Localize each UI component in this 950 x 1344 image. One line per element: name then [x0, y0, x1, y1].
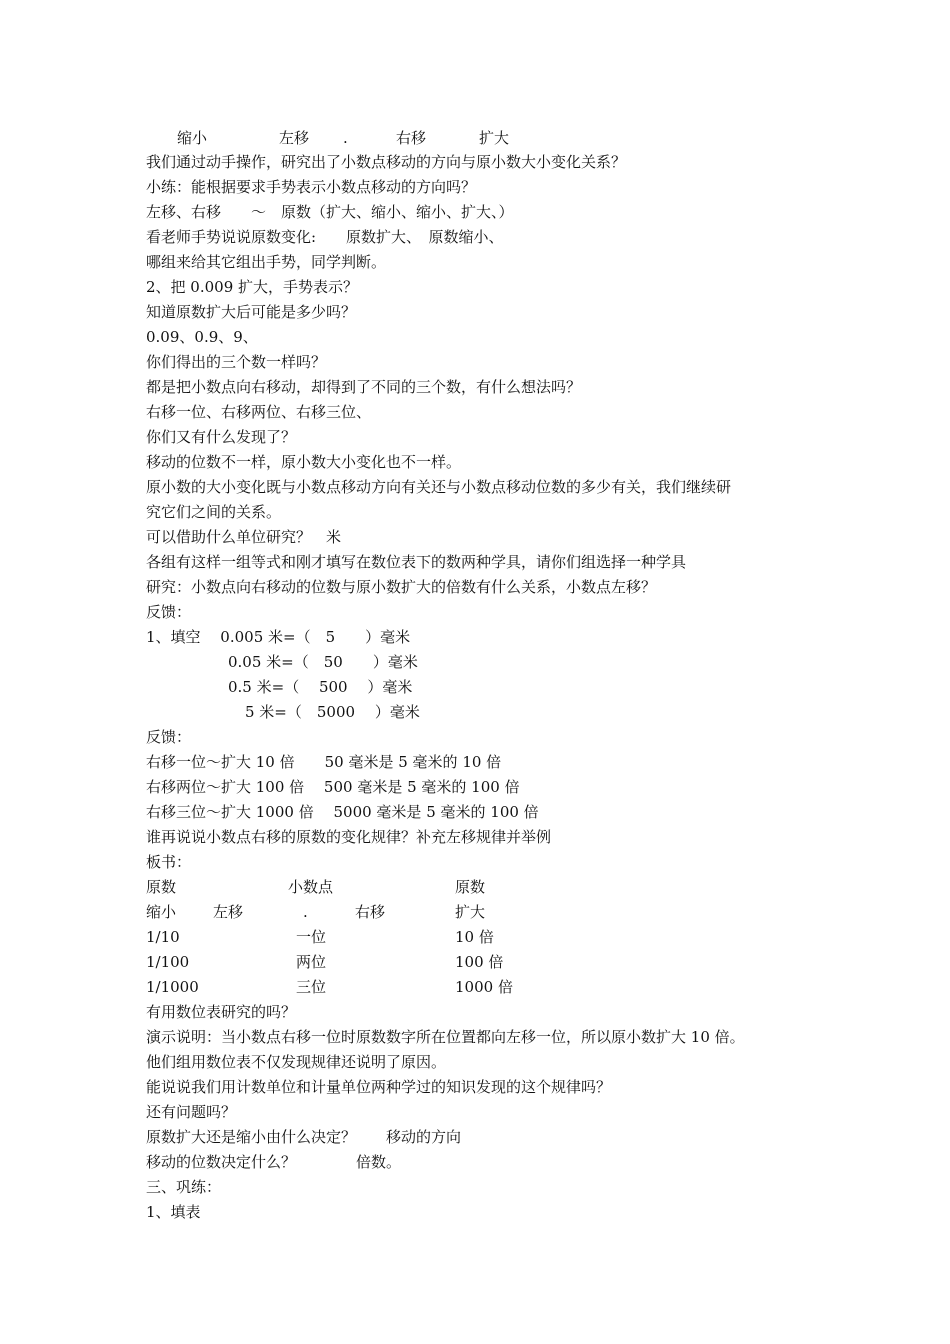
text-line: 0.09、0.9、9、 — [146, 328, 258, 346]
text-line: 各组有这样一组等式和刚才填写在数位表下的数两种学具，请你们组选择一种学具 — [146, 553, 687, 571]
board-head-point: 小数点 — [288, 878, 334, 896]
text-line: 左移、右移 ～ 原数（扩大、缩小、缩小、扩大、） — [146, 203, 514, 221]
text-line: 哪组来给其它组出手势，同学判断。 — [146, 253, 387, 271]
text-line: 右移两位～扩大 100 倍 500 毫米是 5 毫米的 100 倍 — [146, 778, 520, 796]
board-dir-shrink: 缩小 — [146, 903, 177, 921]
text-line: 他们组用数位表不仅发现规律还说明了原因。 — [146, 1053, 447, 1071]
text-line: 板书： — [146, 853, 192, 871]
fill-blank-line: 1、填空 0.005 米=（ 5 ）毫米 — [146, 628, 411, 646]
text-line: 原数扩大还是缩小由什么决定？ 移动的方向 — [146, 1128, 462, 1146]
board-head-origin-right: 原数 — [455, 878, 486, 896]
fill-blank-line: 0.5 米=（ 500 ）毫米 — [228, 678, 413, 696]
header-expand: 扩大 — [479, 129, 510, 147]
text-line: 你们又有什么发现了？ — [146, 428, 297, 446]
text-line: 右移一位、右移两位、右移三位、 — [146, 403, 372, 421]
text-line: 反馈： — [146, 603, 192, 621]
board-row-fraction: 1/10 — [146, 928, 180, 946]
text-line: 还有问题吗？ — [146, 1103, 237, 1121]
text-line: 反馈： — [146, 728, 192, 746]
text-line: 究它们之间的关系。 — [146, 503, 282, 521]
text-line: 1、填表 — [146, 1203, 201, 1221]
text-line: 谁再说说小数点右移的原数的变化规律？补充左移规律并举例 — [146, 828, 552, 846]
header-right: 右移 — [396, 129, 427, 147]
board-dir-expand: 扩大 — [455, 903, 486, 921]
text-line: 移动的位数不一样，原小数大小变化也不一样。 — [146, 453, 462, 471]
text-line: 演示说明：当小数点右移一位时原数数字所在位置都向左移一位，所以原小数扩大 10 倍。 — [146, 1028, 745, 1046]
board-dir-left: 左移 — [213, 903, 244, 921]
header-shrink: 缩小 — [177, 129, 208, 147]
board-row-times: 1000 倍 — [455, 978, 513, 996]
board-dir-right: 右移 — [355, 903, 386, 921]
board-row-fraction: 1/100 — [146, 953, 190, 971]
board-row-places: 两位 — [296, 953, 327, 971]
board-dir-dot: . — [303, 903, 308, 921]
text-line: 原小数的大小变化既与小数点移动方向有关还与小数点移动位数的多少有关，我们继续研 — [146, 478, 732, 496]
board-row-times: 100 倍 — [455, 953, 504, 971]
fill-blank-line: 5 米=（ 5000 ）毫米 — [245, 703, 420, 721]
text-line: 有用数位表研究的吗？ — [146, 1003, 297, 1021]
text-line: 你们得出的三个数一样吗？ — [146, 353, 327, 371]
text-line: 知道原数扩大后可能是多少吗？ — [146, 303, 357, 321]
board-row-times: 10 倍 — [455, 928, 494, 946]
text-line: 右移三位～扩大 1000 倍 5000 毫米是 5 毫米的 100 倍 — [146, 803, 539, 821]
fill-blank-line: 0.05 米=（ 50 ）毫米 — [228, 653, 418, 671]
text-line: 看老师手势说说原数变化: 原数扩大、 原数缩小、 — [146, 228, 504, 246]
header-dot: . — [343, 129, 348, 147]
text-line: 小练：能根据要求手势表示小数点移动的方向吗？ — [146, 178, 477, 196]
text-line: 移动的位数决定什么？ 倍数。 — [146, 1153, 402, 1171]
text-line: 我们通过动手操作，研究出了小数点移动的方向与原小数大小变化关系？ — [146, 153, 627, 171]
text-line: 研究：小数点向右移动的位数与原小数扩大的倍数有什么关系，小数点左移？ — [146, 578, 657, 596]
text-line: 2、把 0.009 扩大，手势表示？ — [146, 278, 359, 296]
text-line: 右移一位～扩大 10 倍 50 毫米是 5 毫米的 10 倍 — [146, 753, 502, 771]
text-line: 都是把小数点向右移动，却得到了不同的三个数，有什么想法吗？ — [146, 378, 582, 396]
board-row-fraction: 1/1000 — [146, 978, 199, 996]
section-heading: 三、巩练： — [146, 1178, 222, 1196]
text-line: 可以借助什么单位研究？ 米 — [146, 528, 342, 546]
text-line: 能说说我们用计数单位和计量单位两种学过的知识发现的这个规律吗？ — [146, 1078, 612, 1096]
board-row-places: 三位 — [296, 978, 327, 996]
header-left: 左移 — [279, 129, 310, 147]
board-row-places: 一位 — [296, 928, 327, 946]
board-head-origin: 原数 — [146, 878, 177, 896]
